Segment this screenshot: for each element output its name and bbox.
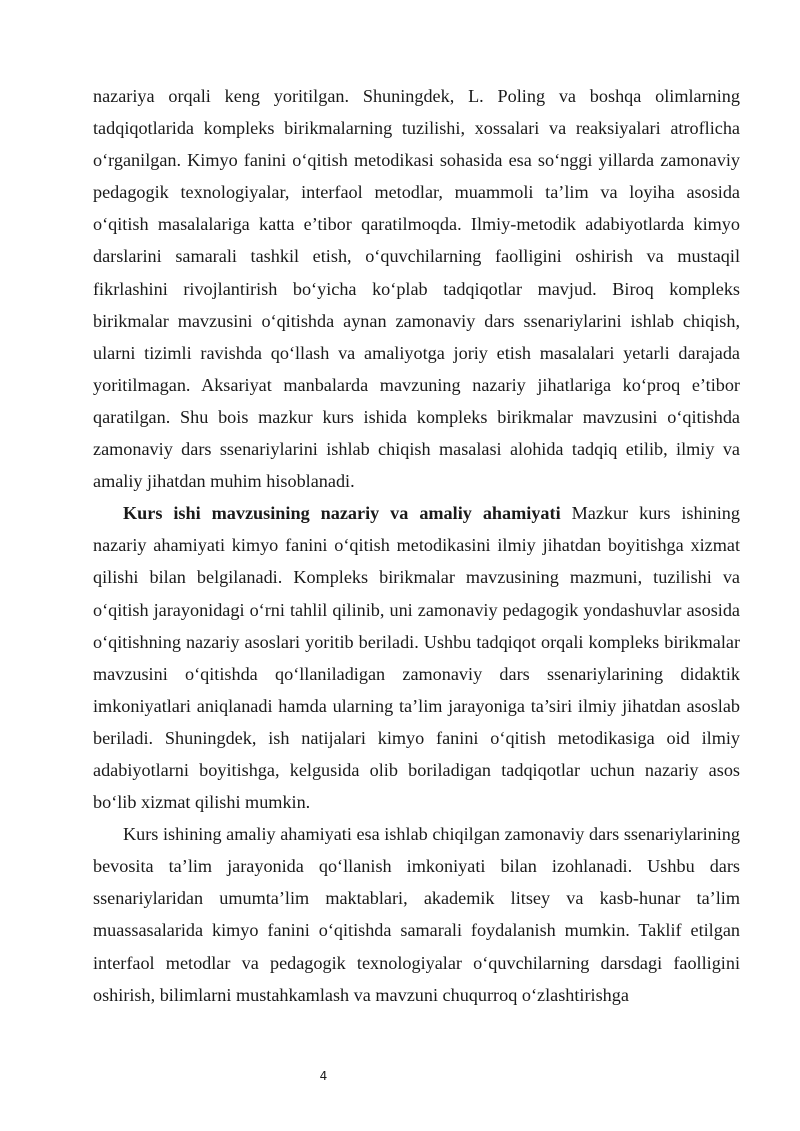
section-heading-inline: Kurs ishi mavzusining nazariy va amaliy ahamiyati <box>123 503 561 524</box>
paragraph-text: nazariya orqali keng yoritilgan. Shuningdek, L. Poling va boshqa olimlarning tadqiqotlarida kompleks birikmalarning tuzilishi, xossalari va reaksiyalari atroflicha o‘rganilgan. Kimyo fanini o‘qitish metodikasi sohasida esa so‘nggi yillarda zamonaviy pedagogik texnologiyalar, interfaol metodlar, muammoli ta’lim va loyiha asosida o‘qitish masalalariga katta e’tibor qaratilmoqda. Ilmiy-metodik adabiyotlarda kimyo darslarini samarali tashkil etish, o‘quvchilarning faolligini oshirish va mustaqil fikrlashini rivojlantirish bo‘yicha ko‘plab tadqiqotlar mavjud. Biroq kompleks birikmalar mavzusini o‘qitishda aynan zamonaviy dars ssenariylarini ishlab chiqish, ularni tizimli ravishda qo‘llash va amaliyotga joriy etish masalalari yetarli darajada yoritilmagan. Aksariyat manbalarda mavzuning nazariy jihatlariga ko‘proq e’tibor qaratilgan. Shu bois mazkur kurs ishida kompleks birikmalar mavzusini o‘qitishda zamonaviy dars ssenariylarini ishlab chiqish masalasi alohida tadqiq etilib, ilmiy va amaliy jihatdan muhim hisoblanadi. <box>93 86 740 492</box>
paragraph-theoretical-significance <box>93 497 740 818</box>
paragraph-literature-review <box>93 80 740 497</box>
paragraph-text: Mazkur kurs ishining nazariy ahamiyati kimyo fanini o‘qitish metodikasini ilmiy jihatdan boyitishga xizmat qilishi bilan belgilanadi. Kompleks birikmalar mavzusining mazmuni, tuzilishi va o‘qitish jarayonidagi o‘rni tahlil qilinib, uni zamonaviy pedagogik yondashuvlar asosida o‘qitishning nazariy asoslari yoritib beriladi. Ushbu tadqiqot orqali kompleks birikmalar mavzusini o‘qitishda qo‘llaniladigan zamonaviy dars ssenariylarining didaktik imkoniyatlari aniqlanadi hamda ularning ta’lim jarayoniga ta’siri ilmiy jihatdan asoslab beriladi. Shuningdek, ish natijalari kimyo fanini o‘qitish metodikasiga oid ilmiy adabiyotlarni boyitishga, kelgusida olib boriladigan tadqiqotlar uchun nazariy asos bo‘lib xizmat qilishi mumkin. <box>93 503 740 813</box>
paragraph-text: Kurs ishining amaliy ahamiyati esa ishlab chiqilgan zamonaviy dars ssenariylarining bevosita ta’lim jarayonida qo‘llanish imkoniyati bilan izohlanadi. Ushbu dars ssenariylaridan umumta’lim maktablari, akademik litsey va kasb-hunar ta’lim muassasalarida kimyo fanini o‘qitishda samarali foydalanish mumkin. Taklif etilgan interfaol metodlar va pedagogik texnologiyalar o‘quvchilarning darsdagi faolligini oshirish, bilimlarni mustahkamlash va mavzuni chuqurroq o‘zlashtirishga <box>93 824 740 1005</box>
paragraph-practical-significance <box>93 818 740 1011</box>
page-number: 4 <box>319 1069 328 1083</box>
body-text <box>93 80 740 1011</box>
